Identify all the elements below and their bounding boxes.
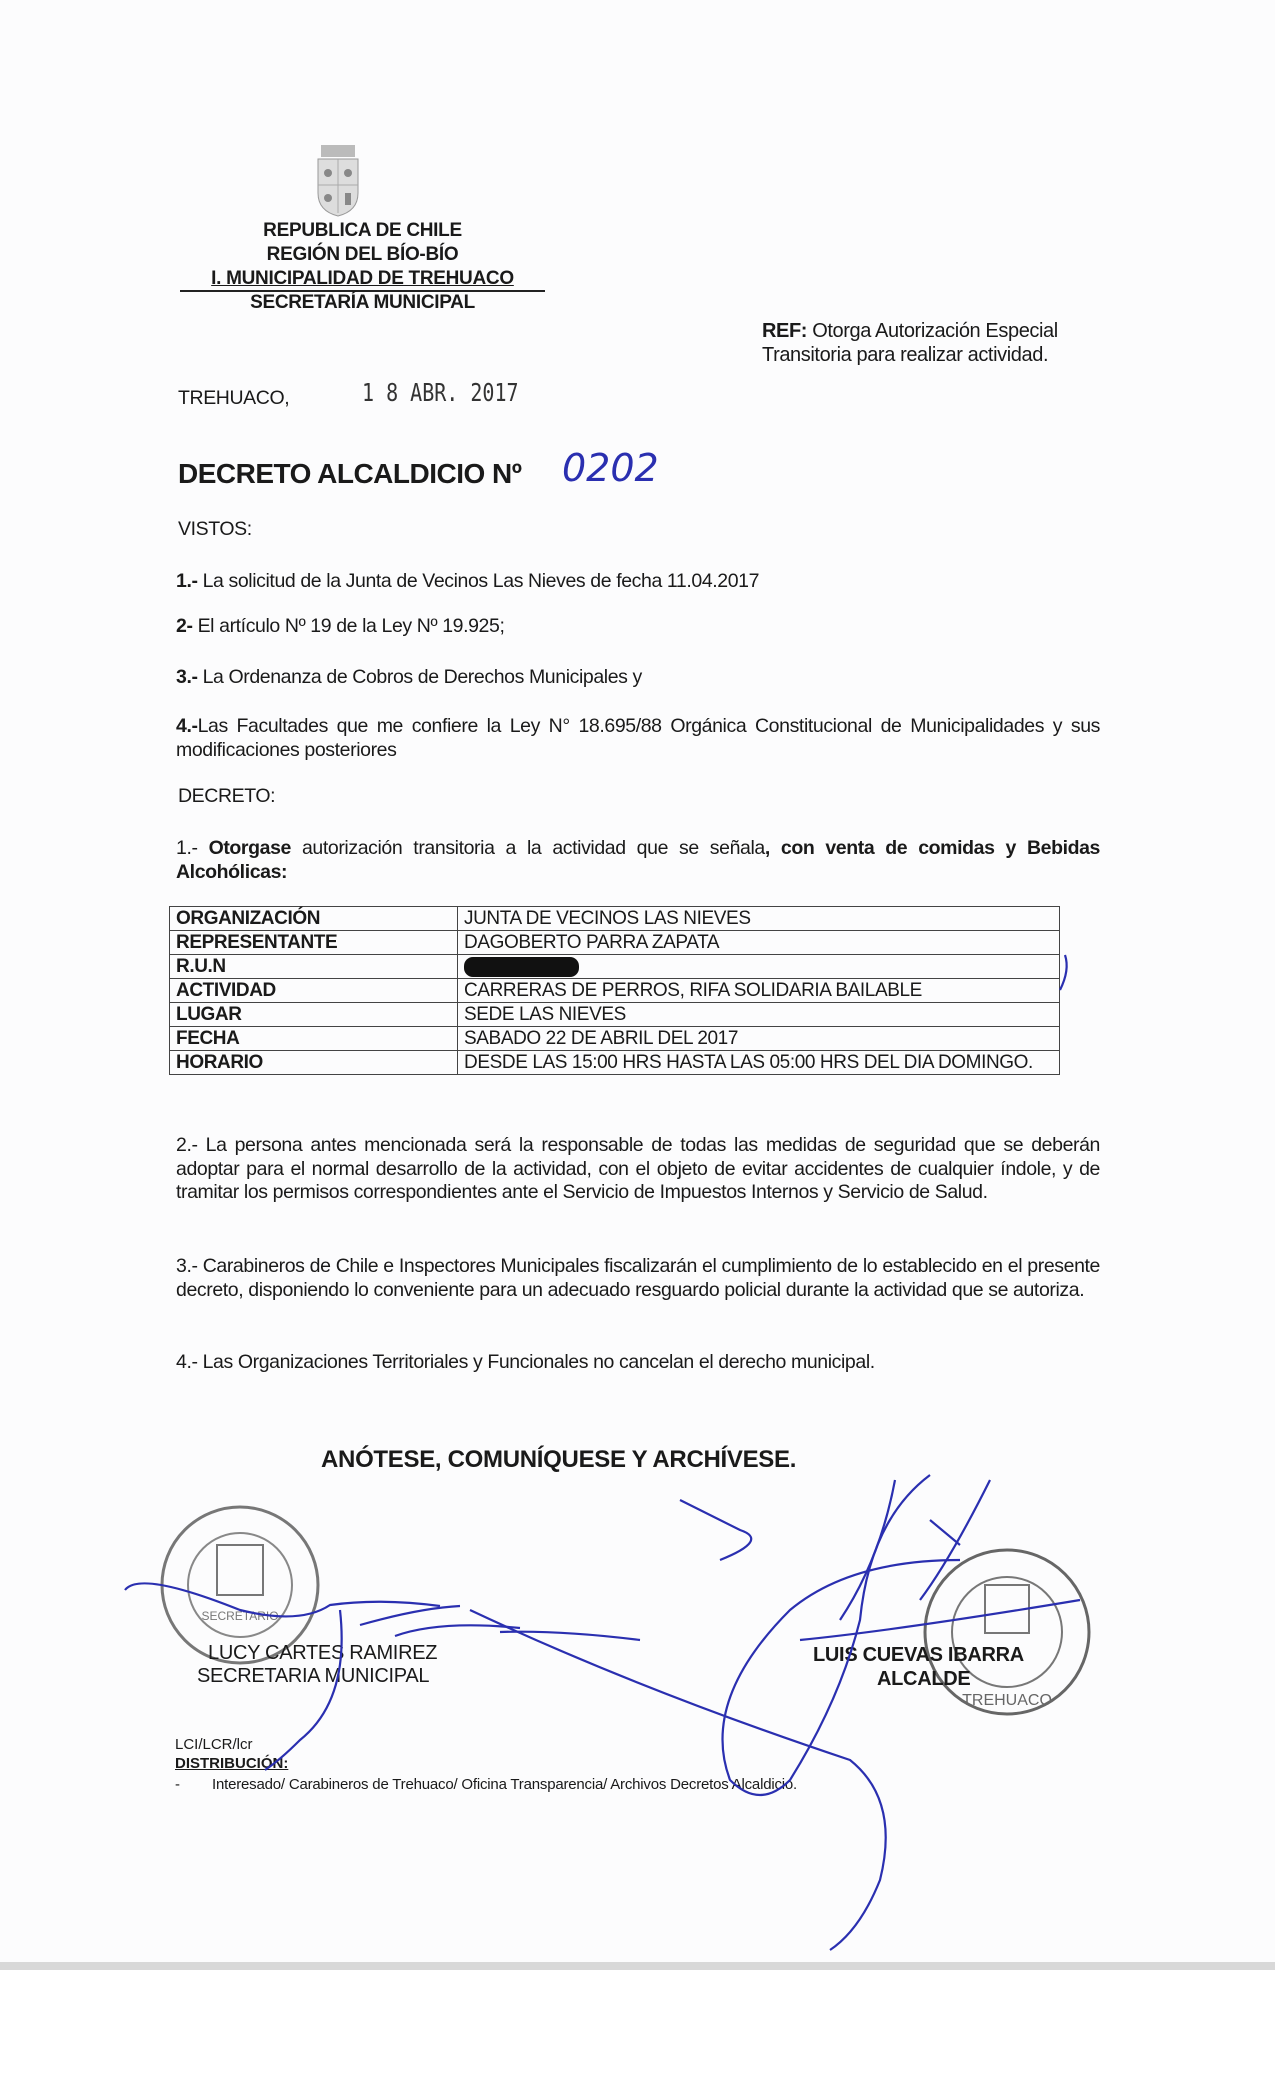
- header-republica: REPUBLICA DE CHILE: [263, 220, 462, 241]
- paragraph-4: 4.- Las Organizaciones Territoriales y Funcionales no cancelan el derecho municipal.: [176, 1351, 875, 1373]
- visto-3: [176, 666, 1100, 690]
- decreto-bold: Otorgase: [208, 837, 291, 859]
- row-value: SEDE LAS NIEVES: [458, 1003, 1060, 1027]
- decreto-num: 1.-: [176, 837, 209, 859]
- place: TREHUACO,: [178, 387, 290, 409]
- row-value: SABADO 22 DE ABRIL DEL 2017: [458, 1027, 1060, 1051]
- visto-2: [176, 615, 1100, 639]
- table-row: [170, 931, 1060, 955]
- row-value: [458, 955, 1060, 979]
- table-row: [170, 955, 1060, 979]
- visto-text: Las Facultades que me confiere la Ley N° 18.695/88 Orgánica Constitucional de Municipalidades y sus modificaciones posteriores: [176, 715, 1100, 761]
- row-value: CARRERAS DE PERROS, RIFA SOLIDARIA BAILABLE: [458, 979, 1060, 1003]
- row-key: ORGANIZACIÓN: [170, 907, 458, 931]
- decreto-bold: , con venta de comidas y Bebidas Alcohólicas:: [176, 837, 1101, 883]
- distribution-bullet: -: [175, 1776, 180, 1793]
- svg-text:SECRETARIO: SECRETARIO: [201, 1609, 279, 1623]
- row-key: FECHA: [170, 1027, 458, 1051]
- secretaria-role: SECRETARIA MUNICIPAL: [197, 1665, 430, 1687]
- row-key: REPRESENTANTE: [170, 931, 458, 955]
- visto-text: La Ordenanza de Cobros de Derechos Municipales y: [197, 666, 642, 688]
- visto-text: El artículo Nº 19 de la Ley Nº 19.925;: [192, 615, 505, 637]
- table-row: [170, 1027, 1060, 1051]
- visto-num: 4.-: [176, 715, 198, 737]
- visto-1: [176, 570, 1100, 594]
- alcalde-role: ALCALDE: [877, 1668, 971, 1690]
- header-region: REGIÓN DEL BÍO-BÍO: [266, 244, 459, 265]
- activity-table: [169, 906, 1060, 1075]
- closing-formula: ANÓTESE, COMUNÍQUESE Y ARCHÍVESE.: [321, 1446, 797, 1473]
- decreto-1: [176, 837, 1100, 884]
- decreto-heading: DECRETO:: [178, 785, 276, 807]
- ref-line-2: Transitoria para realizar actividad.: [762, 344, 1049, 366]
- row-value: DAGOBERTO PARRA ZAPATA: [458, 931, 1060, 955]
- table-row: [170, 1051, 1060, 1075]
- row-value: JUNTA DE VECINOS LAS NIEVES: [458, 907, 1060, 931]
- visto-text: La solicitud de la Junta de Vecinos Las Nieves de fecha 11.04.2017: [197, 570, 760, 592]
- paragraph-2: 2.- La persona antes mencionada será la responsable de todas las medidas de seguridad que se deberán adoptar para el normal desarrollo de la actividad, con el objeto de evitar accidentes de cualquier índole, y de tramitar los permisos correspondientes ante el Servicio de Impuestos Internos y Servicio de Salud.: [176, 1134, 1100, 1204]
- distribution-list: Interesado/ Carabineros de Trehuaco/ Oficina Transparencia/ Archivos Decretos Alcaldicio.: [212, 1776, 798, 1793]
- row-key: R.U.N: [170, 955, 458, 979]
- initials: LCI/LCR/lcr: [175, 1736, 253, 1753]
- visto-num: 3.-: [176, 666, 198, 688]
- decreto-text: autorización transitoria a la actividad que se señala: [290, 837, 765, 859]
- visto-4: [176, 715, 1100, 762]
- alcalde-stamp-icon: [920, 1545, 1095, 1720]
- coat-of-arms-icon: [313, 143, 363, 218]
- row-key: LUGAR: [170, 1003, 458, 1027]
- row-value: DESDE LAS 15:00 HRS HASTA LAS 05:00 HRS DEL DIA DOMINGO.: [458, 1051, 1060, 1075]
- header-municipalidad: I. MUNICIPALIDAD DE TREHUACO: [180, 268, 545, 292]
- date-stamp: 1 8 ABR. 2017: [362, 378, 519, 407]
- ref-label: REF:: [762, 320, 808, 342]
- table-row: [170, 979, 1060, 1003]
- scan-edge: [0, 1962, 1275, 1970]
- paragraph-3: 3.- Carabineros de Chile e Inspectores Municipales fiscalizarán el cumplimiento de lo establecido en el presente decreto, disponiendo lo conveniente para un adecuado resguardo policial durante la actividad que se autoriza.: [176, 1255, 1100, 1301]
- redacted-run: [464, 957, 579, 977]
- table-row: [170, 1003, 1060, 1027]
- ref-line-1: [762, 320, 1058, 343]
- decree-number: 0202: [562, 446, 659, 490]
- visto-num: 1.-: [176, 570, 198, 592]
- secretaria-name: LUCY CARTES RAMIREZ: [208, 1642, 438, 1664]
- row-key: HORARIO: [170, 1051, 458, 1075]
- alcalde-name: LUIS CUEVAS IBARRA: [813, 1644, 1024, 1666]
- vistos-heading: VISTOS:: [178, 518, 252, 540]
- visto-num: 2-: [176, 615, 193, 637]
- svg-text:TREHUACO: TREHUACO: [962, 1692, 1052, 1709]
- page-title: DECRETO ALCALDICIO Nº: [178, 458, 522, 489]
- ref-text: Otorga Autorización Especial: [807, 320, 1058, 342]
- row-key: ACTIVIDAD: [170, 979, 458, 1003]
- header-secretaria: SECRETARÍA MUNICIPAL: [250, 292, 475, 313]
- distribution-heading: DISTRIBUCIÓN:: [175, 1755, 289, 1772]
- table-row: [170, 907, 1060, 931]
